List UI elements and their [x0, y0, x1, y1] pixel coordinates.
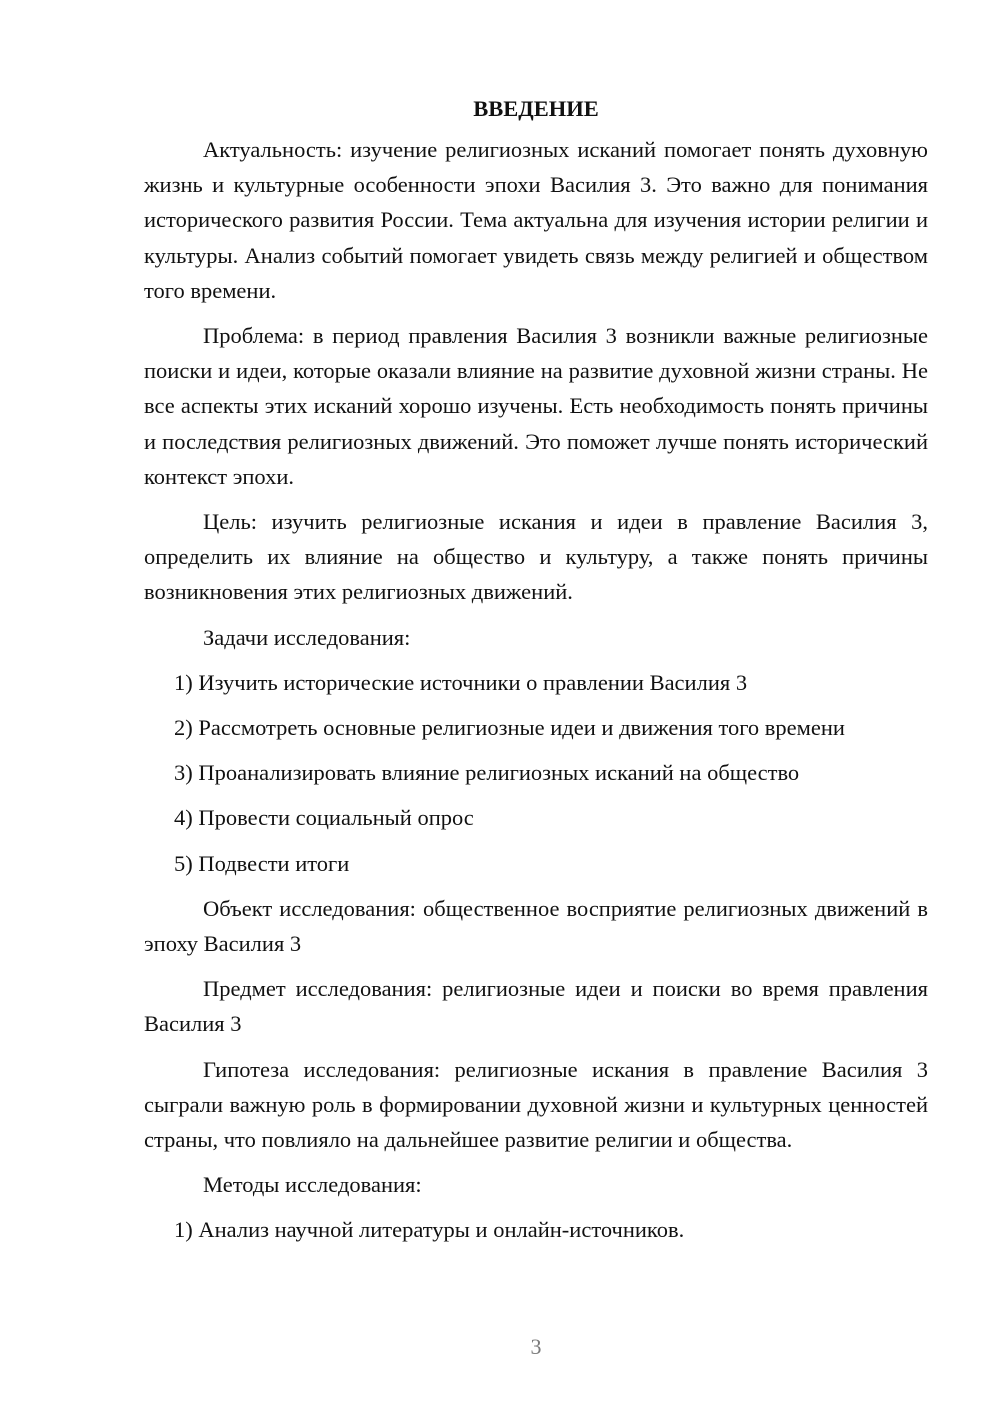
list-item: 1) Анализ научной литературы и онлайн-источников. [174, 1217, 685, 1243]
page-title: ВВЕДЕНИЕ [473, 96, 599, 121]
problem-paragraph: Проблема: в период правления Василия 3 возникли важные религиозные поиски и идеи, которые оказали влияние на развитие духовной жизни страны. Не все аспекты этих исканий хорошо изучены. Есть необходимость понять причины и последствия религиозных движений. Это поможет лучше понять исторический контекст эпохи. [144, 323, 928, 489]
tasks-heading: Задачи исследования: [203, 624, 411, 650]
list-item: 5) Подвести итоги [174, 850, 350, 876]
methods-list [144, 1212, 928, 1247]
hypothesis-paragraph: Гипотеза исследования: религиозные искания в правление Василия 3 сыграли важную роль в формировании духовной жизни и культурных ценностей страны, что повлияло на дальнейшее развитие религии и общества. [144, 1056, 928, 1153]
object-paragraph: Объект исследования: общественное восприятие религиозных движений в эпоху Василия 3 [144, 895, 928, 957]
goal-paragraph: Цель: изучить религиозные искания и идеи в правление Василия 3, определить их влияние на общество и культуру, а также понять причины возникновения этих религиозных движений. [144, 509, 928, 605]
list-item: 1) Изучить исторические источники о правлении Василия 3 [174, 669, 748, 695]
document-page [144, 96, 928, 1258]
methods-heading: Методы исследования: [203, 1172, 422, 1198]
list-item: 2) Рассмотреть основные религиозные идеи и движения того времени [174, 715, 845, 741]
list-item: 4) Провести социальный опрос [174, 805, 474, 831]
tasks-list [144, 665, 928, 881]
page-number: 3 [530, 1334, 542, 1359]
relevance-paragraph: Актуальность: изучение религиозных исканий помогает понять духовную жизнь и культурные особенности эпохи Василия 3. Это важно для понимания исторического развития России. Тема актуальна для изучения истории религии и культуры. Анализ событий помогает увидеть связь между религией и обществом того времени. [144, 137, 928, 303]
list-item: 3) Проанализировать влияние религиозных исканий на общество [174, 760, 800, 786]
subject-paragraph: Предмет исследования: религиозные идеи и поиски во время правления Василия 3 [144, 976, 928, 1037]
